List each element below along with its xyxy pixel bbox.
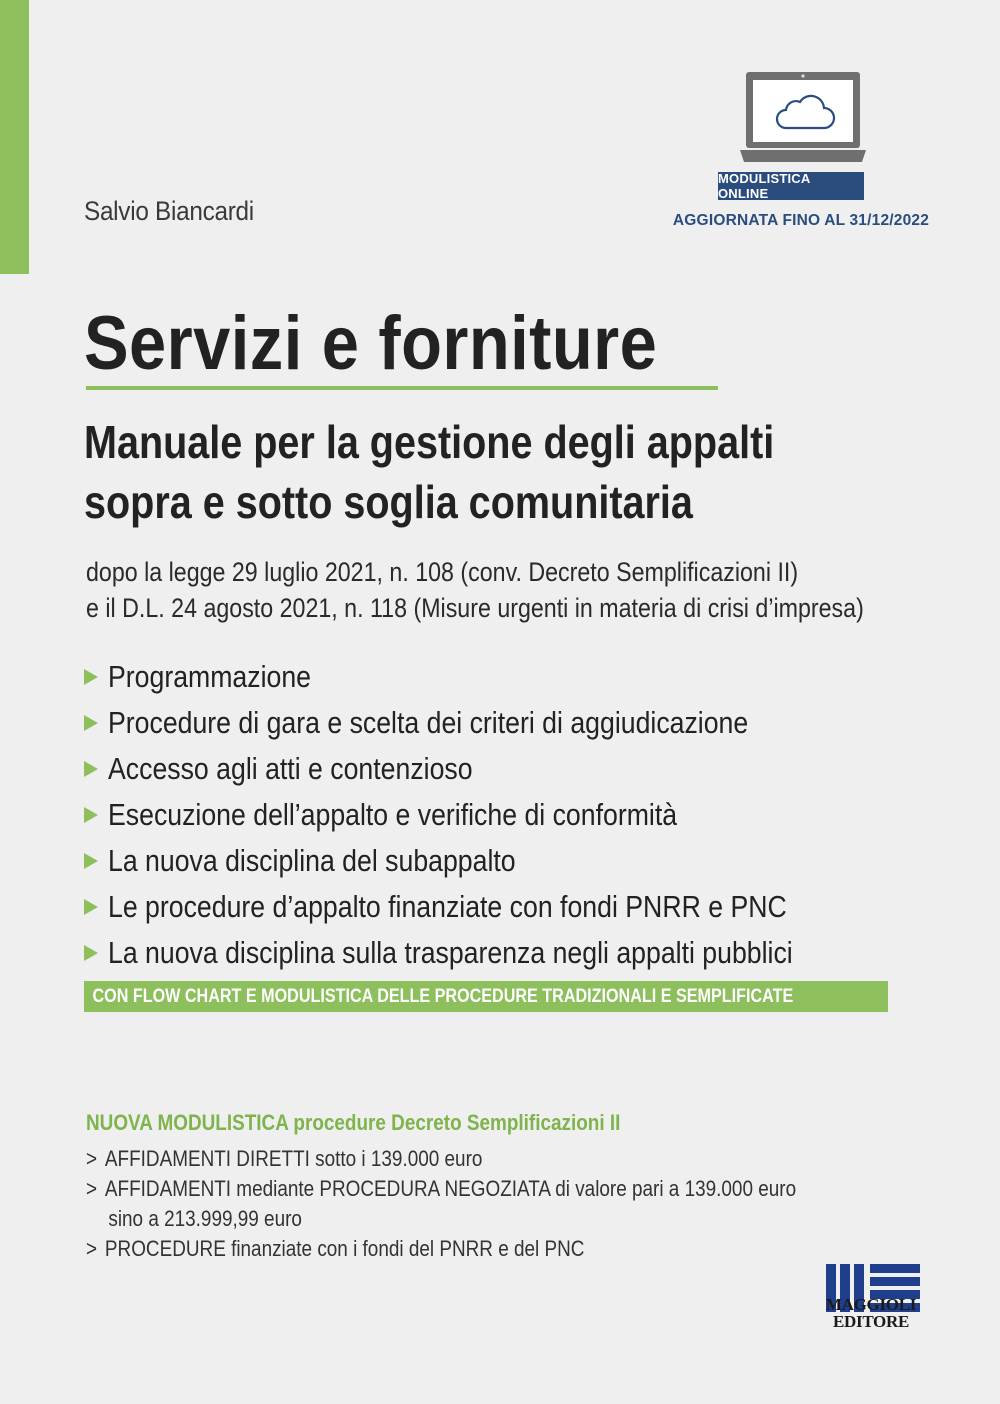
- topics-list: [84, 654, 904, 976]
- triangle-bullet-icon: [84, 945, 98, 961]
- online-forms-badge: MODULISTICA ONLINE: [718, 172, 864, 200]
- triangle-bullet-icon: [84, 853, 98, 869]
- topic-item: Le procedure d’appalto finanziate con fondi PNRR e PNC: [84, 884, 904, 930]
- legal-line-1: dopo la legge 29 luglio 2021, n. 108 (conv. Decreto Semplificazioni II): [86, 557, 799, 587]
- triangle-bullet-icon: [84, 669, 98, 685]
- triangle-bullet-icon: [84, 899, 98, 915]
- publisher-name: MAGGIOLI EDITORE: [825, 1295, 917, 1331]
- arrow-marker: >: [86, 1146, 98, 1171]
- topic-item: Programmazione: [84, 654, 904, 700]
- new-forms-heading: NUOVA MODULISTICA procedure Decreto Semplificazioni II: [86, 1110, 621, 1135]
- book-title: Servizi e forniture: [84, 301, 658, 386]
- accent-bar: [0, 0, 29, 274]
- list-item: > AFFIDAMENTI DIRETTI sotto i 139.000 euro: [86, 1144, 796, 1174]
- author-name: Salvio Biancardi: [84, 196, 254, 226]
- topic-item: Procedure di gara e scelta dei criteri di aggiudicazione: [84, 700, 904, 746]
- book-subtitle: [84, 412, 774, 532]
- arrow-marker: >: [86, 1236, 98, 1261]
- topic-item: La nuova disciplina sulla trasparenza negli appalti pubblici: [84, 930, 904, 976]
- arrow-marker: >: [86, 1176, 98, 1201]
- legal-line-2: e il D.L. 24 agosto 2021, n. 118 (Misure urgenti in materia di crisi d’impresa): [86, 593, 864, 623]
- list-item: > PROCEDURE finanziate con i fondi del PNRR e del PNC: [86, 1234, 796, 1264]
- subtitle-line-2: sopra e sotto soglia comunitaria: [84, 476, 693, 528]
- subtitle-line-1: Manuale per la gestione degli appalti: [84, 416, 775, 468]
- title-underline: [86, 386, 718, 390]
- triangle-bullet-icon: [84, 715, 98, 731]
- topic-item: Esecuzione dell’appalto e verifiche di conformità: [84, 792, 904, 838]
- topic-item: La nuova disciplina del subappalto: [84, 838, 904, 884]
- list-item: > AFFIDAMENTI mediante PROCEDURA NEGOZIATA di valore pari a 139.000 euro: [86, 1174, 796, 1204]
- topic-item: Accesso agli atti e contenzioso: [84, 746, 904, 792]
- banner-text: CON FLOW CHART E MODULISTICA DELLE PROCEDURE TRADIZIONALI E SEMPLIFICATE: [92, 985, 794, 1007]
- new-forms-list: [86, 1144, 912, 1264]
- triangle-bullet-icon: [84, 761, 98, 777]
- flow-chart-banner: [84, 981, 888, 1012]
- list-item-continuation: sino a 213.999,99 euro: [108, 1206, 302, 1231]
- updated-until-label: AGGIORNATA FINO AL 31/12/2022: [672, 212, 930, 229]
- triangle-bullet-icon: [84, 807, 98, 823]
- legal-reference: [86, 554, 864, 626]
- laptop-cloud-icon: [740, 70, 866, 166]
